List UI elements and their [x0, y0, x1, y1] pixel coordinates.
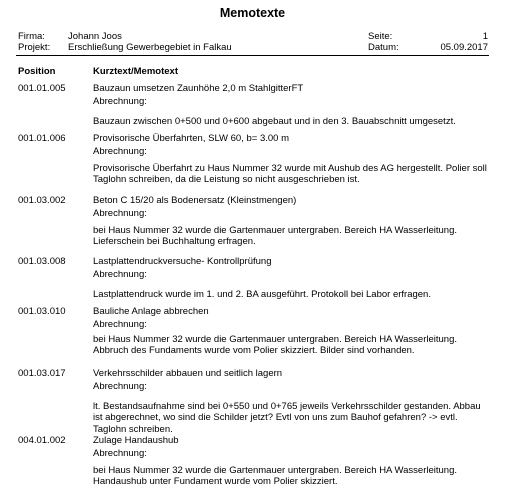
entry-position: 001.03.010 — [18, 306, 66, 317]
header-rule — [16, 55, 489, 56]
document-title: Memotexte — [219, 6, 286, 20]
seite-label: Seite: — [368, 31, 393, 42]
memo-line: bei Haus Nummer 32 wurde die Gartenmauer untergraben. Bereich HA Wasserleitung. — [93, 465, 457, 476]
memo-line: Provisorische Überfahrt zu Haus Nummer 32 wurde mit Aushub des AG hergestellt. Polier soll — [93, 163, 487, 174]
datum-label: Datum: — [368, 42, 399, 53]
entry-memo — [93, 163, 488, 186]
entry-abrechnung-label: Abrechnung: — [93, 146, 147, 157]
memo-line: Lastplattendruck wurde im 1. und 2. BA ausgeführt. Protokoll bei Labor erfragen. — [93, 289, 431, 300]
projekt-value: Erschließung Gewerbegebiet in Falkau — [68, 42, 232, 53]
entry-position: 001.03.017 — [18, 368, 66, 379]
kurztext-column-header: Kurztext/Memotext — [93, 66, 178, 77]
entry-abrechnung-label: Abrechnung: — [93, 448, 147, 459]
memo-line: bei Haus Nummer 32 wurde die Gartenmauer untergraben. Bereich HA Wasserleitung. — [93, 225, 457, 236]
memo-line: bei Haus Nummer 32 wurde die Gartenmauer untergraben. Bereich HA Wasserleitung. — [93, 334, 457, 345]
entry-memo — [93, 401, 488, 435]
memo-line: Abbruch des Fundaments wurde vom Polier skizziert. Bilder sind vorhanden. — [93, 345, 415, 357]
entry-abrechnung-label: Abrechnung: — [93, 319, 147, 330]
firma-value: Johann Joos — [68, 31, 122, 42]
entry-kurztext: Zulage Handaushub — [93, 435, 179, 446]
entry-abrechnung-label: Abrechnung: — [93, 96, 147, 107]
entry-abrechnung-label: Abrechnung: — [93, 381, 147, 392]
entry-position: 001.03.008 — [18, 256, 66, 267]
memo-line: Taglohn schreiben, da die Leistung so nicht ausgeschrieben ist. — [93, 174, 360, 186]
entry-position: 004.01.002 — [18, 435, 66, 446]
position-column-header: Position — [18, 66, 56, 77]
entry-memo — [93, 334, 488, 357]
entry-position: 001.03.002 — [18, 195, 66, 206]
memo-line: Taglohn schreiben. — [93, 423, 173, 435]
entry-memo — [93, 465, 488, 488]
firma-label: Firma: — [18, 31, 45, 42]
datum-value: 05.09.2017 — [440, 42, 488, 53]
entry-kurztext: Bauzaun umsetzen Zaunhöhe 2,0 m StahlgitterFT — [93, 83, 304, 94]
projekt-label: Projekt: — [18, 42, 51, 53]
entry-memo — [93, 116, 488, 127]
entry-kurztext: Lastplattendruckversuche- Kontrollprüfung — [93, 256, 272, 267]
entry-kurztext: Verkehrsschilder abbauen und seitlich lagern — [93, 368, 283, 379]
entry-abrechnung-label: Abrechnung: — [93, 208, 147, 219]
entry-memo — [93, 225, 488, 248]
memo-line: Bauzaun zwischen 0+500 und 0+600 abgebaut und in den 3. Bauabschnitt umgesetzt. — [93, 116, 456, 127]
entry-kurztext: Beton C 15/20 als Bodenersatz (Kleinstmengen) — [93, 195, 297, 206]
seite-value: 1 — [482, 31, 488, 42]
entry-kurztext: Provisorische Überfahrten, SLW 60, b= 3.00 m — [93, 133, 289, 144]
entry-position: 001.01.006 — [18, 133, 66, 144]
memo-line: lt. Bestandsaufnahme sind bei 0+550 und 0+765 jeweils Verkehrsschilder gestanden. Abbau — [93, 401, 481, 412]
memo-line: ist abgerechnet, wo sind die Schilder jetzt? Evtl von uns zum Bauhof gefahren? -> evtl. — [93, 412, 458, 424]
entry-kurztext: Bauliche Anlage abbrechen — [93, 306, 209, 317]
entry-memo — [93, 289, 488, 300]
entry-abrechnung-label: Abrechnung: — [93, 269, 147, 280]
memo-line: Handaushub unter Fundament wurde vom Polier skizziert. — [93, 476, 338, 488]
memo-line: Lieferschein bei Buchhaltung erfragen. — [93, 236, 256, 248]
entry-position: 001.01.005 — [18, 83, 66, 94]
